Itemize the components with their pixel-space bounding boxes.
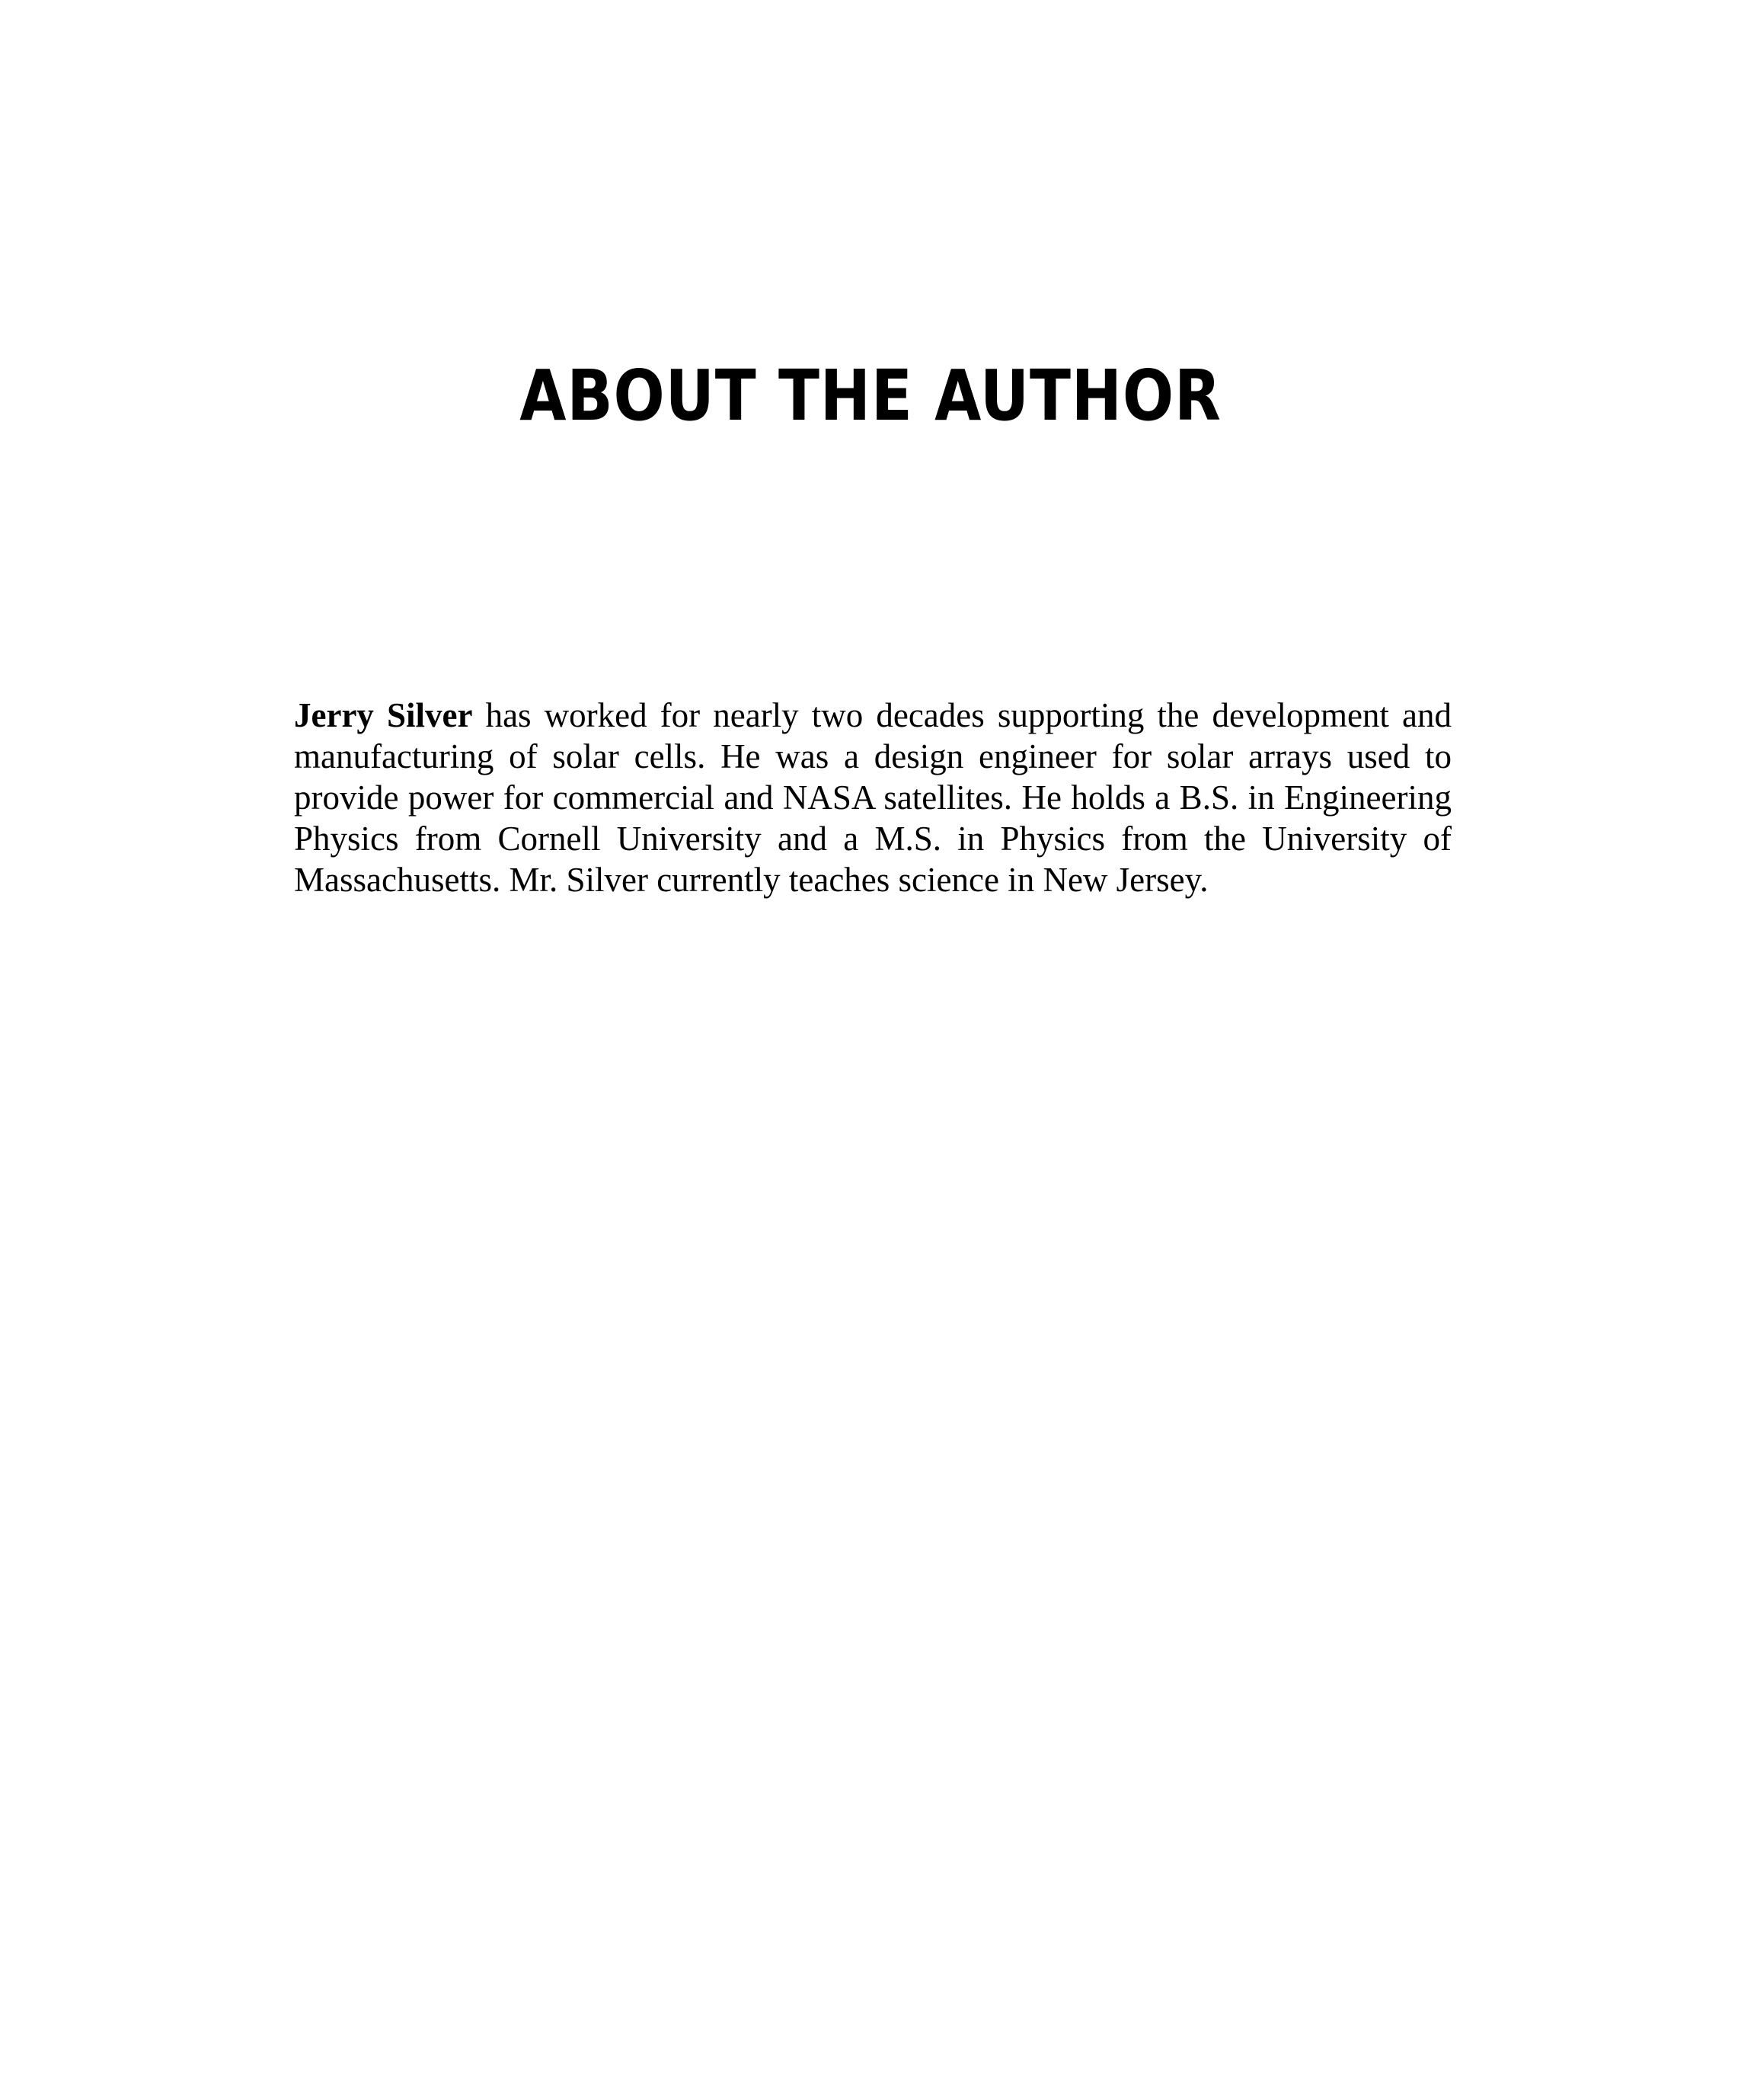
- author-bio-text: has worked for nearly two decades supporting the development and manufacturing of solar cells. He was a design engineer for solar arrays used to provide power for commercial and NASA satellites. He holds a B.S. in Engineering Physics from Cornell University and a M.S. in Physics from the University of Massachusetts. Mr. Silver currently teaches science in New Jersey.: [294, 696, 1452, 899]
- page-title: ABOUT THE AUTHOR: [519, 355, 1222, 436]
- author-bio-paragraph: [294, 695, 1452, 900]
- author-name: Jerry Silver: [294, 696, 473, 734]
